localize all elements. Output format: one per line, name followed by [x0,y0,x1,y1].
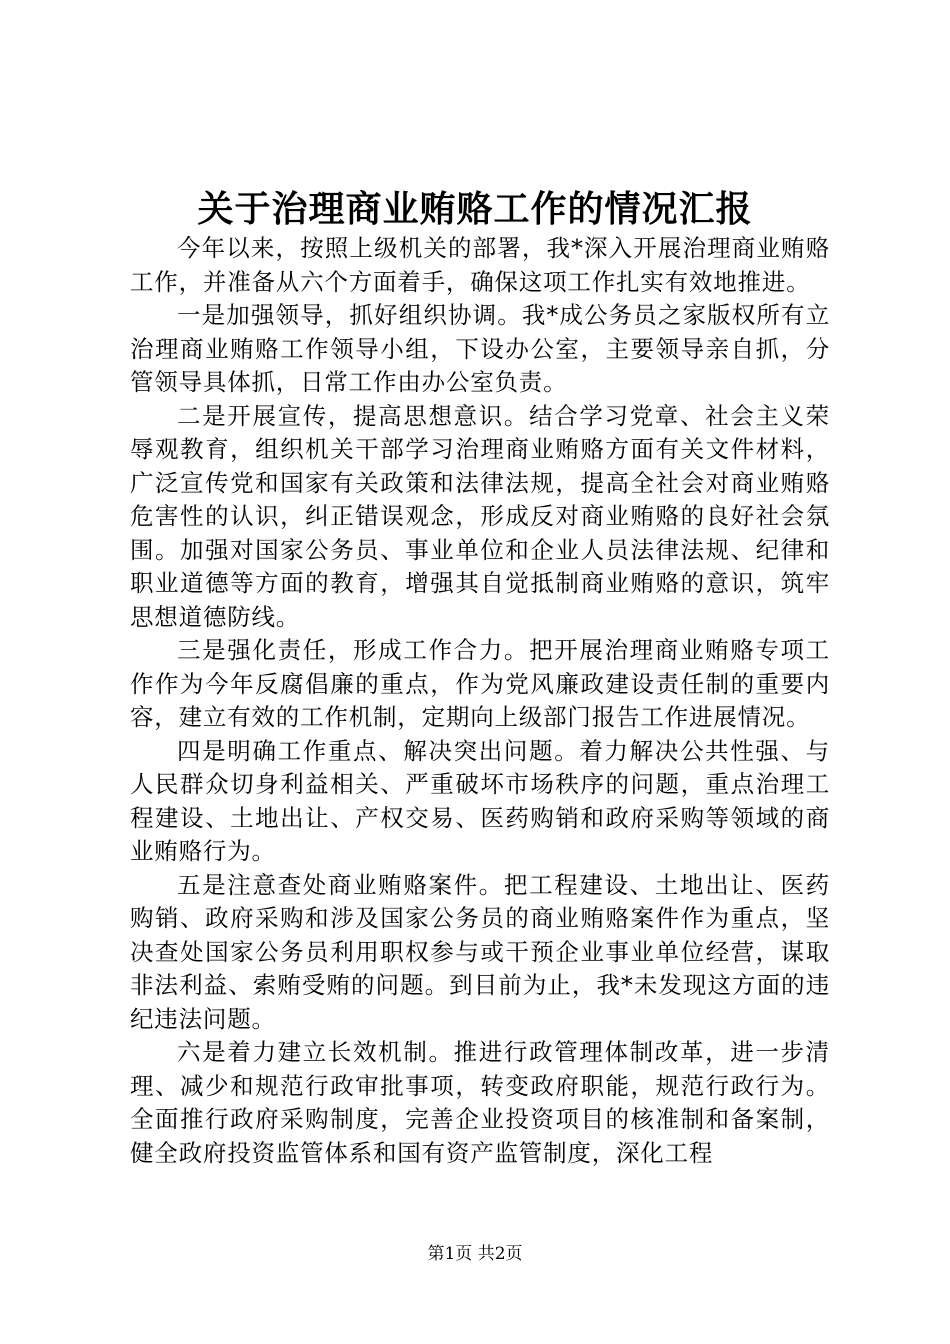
paragraph-point-2: 二是开展宣传，提高思想意识。结合学习党章、社会主义荣辱观教育，组织机关干部学习治理商业贿赂方面有关文件材料，广泛宣传党和国家有关政策和法律法规，提高全社会对商业贿赂危害性的认识，纠正错误观念，形成反对商业贿赂的良好社会氛围。加强对国家公务员、事业单位和企业人员法律法规、纪律和职业道德等方面的教育，增强其自觉抵制商业贿赂的意识，筑牢思想道德防线。 [130,401,830,631]
paragraph-intro: 今年以来，按照上级机关的部署，我*深入开展治理商业贿赂工作，并准备从六个方面着手，确保这项工作扎实有效地推进。 [130,234,830,296]
document-body [130,232,830,1170]
paragraph-point-3: 三是强化责任，形成工作合力。把开展治理商业贿赂专项工作作为今年反腐倡廉的重点，作为党风廉政建设责任制的重要内容，建立有效的工作机制，定期向上级部门报告工作进展情况。 [130,636,830,731]
page-number-footer: 第1页 共2页 [427,1244,523,1264]
paragraph-point-5: 五是注意查处商业贿赂案件。把工程建设、土地出让、医药购销、政府采购和涉及国家公务员的商业贿赂案件作为重点，坚决查处国家公务员利用职权参与或干预企业事业单位经营，谋取非法利益、索贿受贿的问题。到目前为止，我*未发现这方面的违纪违法问题。 [130,870,830,1033]
paragraph-point-4: 四是明确工作重点、解决突出问题。着力解决公共性强、与人民群众切身利益相关、严重破坏市场秩序的问题，重点治理工程建设、土地出让、产权交易、医药购销和政府采购等领域的商业贿赂行为。 [130,736,830,865]
paragraph-point-1: 一是加强领导，抓好组织协调。我*成公务员之家版权所有立治理商业贿赂工作领导小组，下设办公室，主要领导亲自抓，分管领导具体抓，日常工作由办公室负责。 [130,301,830,396]
paragraph-point-6: 六是着力建立长效机制。推进行政管理体制改革，进一步清理、减少和规范行政审批事项，转变政府职能，规范行政行为。全面推行政府采购制度，完善企业投资项目的核准制和备案制，健全政府投资监管体系和国有资产监管制度，深化工程 [130,1038,830,1167]
document-title: 关于治理商业贿赂工作的情况汇报 [197,188,753,230]
